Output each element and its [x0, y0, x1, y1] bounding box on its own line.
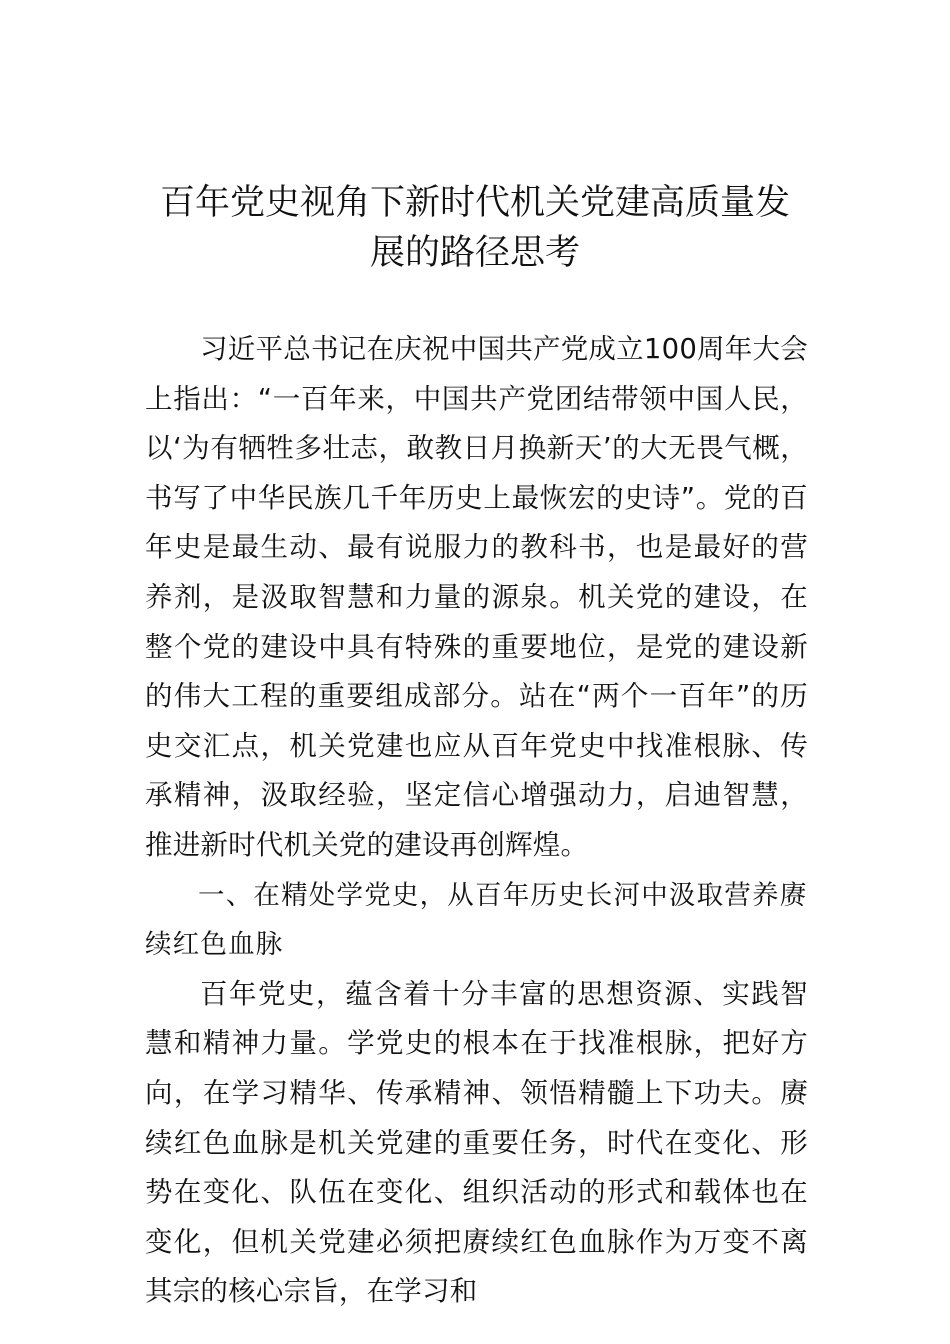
section-paragraph: 百年党史，蕴含着十分丰富的思想资源、实践智慧和精神力量。学党史的根本在于找准根脉，把好方向，在学习精华、传承精神、领悟精髓上下功夫。赓续红色血脉是机关党建的重要任务，时代在变化、形势在变化、队伍在变化、组织活动的形式和载体也在变化，但机关党建必须把赓续红色血脉作为万变不离其宗的核心宗旨，在学习和	[145, 977, 808, 1308]
document-body	[145, 325, 808, 1317]
document-title: 百年党史视角下新时代机关党建高质量发展的路径思考	[159, 183, 790, 273]
section-heading: 一、在精处学党史，从百年历史长河中汲取营养赓续红色血脉	[145, 879, 808, 961]
intro-paragraph: 习近平总书记在庆祝中国共产党成立100周年大会上指出：“一百年来，中国共产党团结带领中国人民，以‘为有牺牲多壮志，敢教日月换新天’的大无畏气概，书写了中华民族几千年历史上最恢宏的史诗”。党的百年史是最生动、最有说服力的教科书，也是最好的营养剂，是汲取智慧和力量的源泉。机关党的建设，在整个党的建设中具有特殊的重要地位，是党的建设新的伟大工程的重要组成部分。站在“两个一百年”的历史交汇点，机关党建也应从百年党史中找准根脉、传承精神，汲取经验，坚定信心增强动力，启迪智慧，推进新时代机关党的建设再创辉煌。	[145, 333, 808, 861]
